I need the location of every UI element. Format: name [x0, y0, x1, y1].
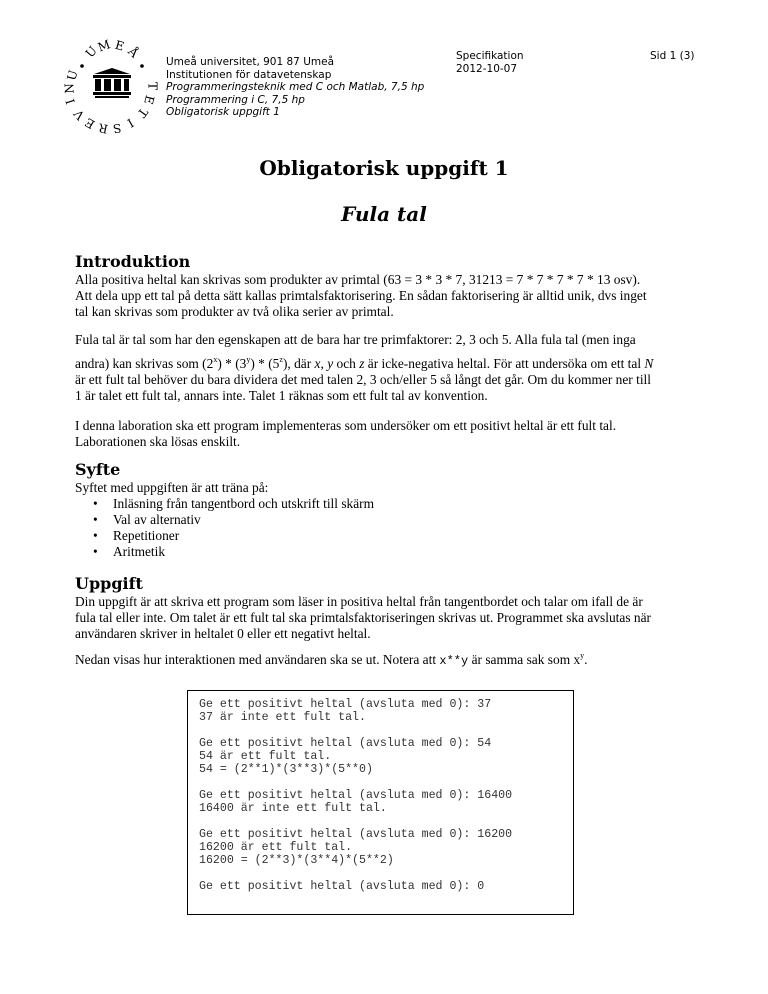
- seal-letter: N: [62, 82, 77, 94]
- seal-letter: U: [82, 43, 100, 61]
- text-line: Alla positiva heltal kan skrivas som produkter av primtal (63 = 3 * 3 * 7, 31213 = 7 * 7 * 7 * 7 * 13 osv).: [75, 272, 641, 287]
- seal-letter: V: [71, 106, 88, 123]
- text-line: Din uppgift är att skriva ett program som läser in positiva heltal från tangentbordet och talar om ifall de är: [75, 594, 643, 609]
- section-heading-introduktion: Introduktion: [75, 252, 191, 271]
- seal-letter: M: [95, 37, 113, 55]
- document-title: Obligatorisk uppgift 1: [259, 156, 509, 180]
- header-university: Umeå universitet, 901 87 Umeå: [166, 56, 335, 68]
- header-doc-info: [456, 50, 524, 75]
- intro-paragraph-2: [75, 332, 715, 404]
- document-subtitle: Fula tal: [341, 202, 427, 226]
- header-date: 2012-10-07: [456, 62, 518, 75]
- list-item: • Inläsning från tangentbord och utskrift till skärm: [93, 496, 374, 512]
- header-course-2: Programmering i C, 7,5 hp: [166, 93, 305, 106]
- header-course-1: Programmeringsteknik med C och Matlab, 7,5 hp: [166, 81, 425, 94]
- seal-dot: [140, 64, 144, 68]
- seal-letter: T: [145, 81, 160, 91]
- seal-letter: E: [141, 93, 157, 106]
- text-line: Nedan visas hur interaktionen med användaren ska se ut. Notera att x**y är samma sak som $x^y$.: [75, 651, 588, 668]
- text-line: 1 är talet ett fult tal, annars inte. Talet 1 räknas som ett fult tal av konvention.: [75, 388, 488, 403]
- seal-letter: I: [124, 115, 137, 131]
- list-item: • Val av alternativ: [93, 512, 374, 528]
- text-line: I denna laboration ska ett program implementeras som undersöker om ett positivt heltal är ett fult tal.: [75, 418, 617, 433]
- text-line: Laborationen ska lösas enskilt.: [75, 434, 241, 449]
- university-seal-logo: [62, 37, 160, 137]
- seal-building-icon: [93, 68, 131, 98]
- seal-letter: E: [113, 37, 126, 54]
- header-department: Institutionen för datavetenskap: [166, 68, 332, 81]
- uppgift-paragraph-1: [75, 594, 715, 642]
- intro-paragraph-3: [75, 418, 715, 450]
- text-line: tal kan skrivas som produkter av två olika serier av primtal.: [75, 304, 394, 319]
- seal-letter: U: [64, 68, 81, 83]
- inline-code: x**y: [439, 654, 469, 668]
- header-institution-block: [166, 56, 424, 119]
- text-line: Att dela upp ett tal på detta sätt kallas primtalsfaktorisering. En sådan faktorisering är alltid unik, dvs inget: [75, 288, 647, 303]
- seal-letter: I: [63, 97, 78, 106]
- seal-dot: [80, 64, 84, 68]
- uppgift-paragraph-2: [75, 652, 715, 668]
- text-line: användaren skriver in heltalet 0 eller ett negativt heltal.: [75, 626, 371, 641]
- intro-paragraph-1: [75, 272, 715, 320]
- text-line: är ett fult tal behöver du bara dividera det med talen 2, 3 och/eller 5 så långt det går. Om du kommer ner till: [75, 372, 651, 387]
- text-line: fula tal eller inte. Om talet är ett fult tal ska primtalsfaktoriseringen skrivas ut. Programmet ska avslutas när: [75, 610, 652, 625]
- header-page-number: Sid 1 (3): [650, 50, 695, 62]
- text-line: Fula tal är tal som har den egenskapen att de bara har tre primfaktorer: 2, 3 och 5. Alla fula tal (men inga: [75, 332, 636, 347]
- list-item: • Repetitioner: [93, 528, 374, 544]
- seal-letter: E: [82, 115, 98, 132]
- interaction-transcript: Ge ett positivt heltal (avsluta med 0): 37 37 är inte ett fult tal. Ge ett positivt heltal (avsluta med 0): 54 54 är ett fult tal. 54 = (2**1)*(3**3)*(5**0) Ge ett positivt heltal (avsluta med 0): 16400 16400 är inte ett fult tal. Ge ett positivt heltal (avsluta med 0): 16200 16200 är ett fult tal. 16200 = (2**3)*(3**4)*(5**2) Ge ett positivt heltal (avsluta med 0): 0: [199, 698, 513, 893]
- header-assignment: Obligatorisk uppgift 1: [166, 106, 280, 119]
- syfte-lead: Syftet med uppgiften är att träna på:: [75, 480, 269, 495]
- section-heading-syfte: Syfte: [75, 460, 121, 479]
- syfte-list: [93, 496, 374, 560]
- seal-letter: R: [97, 120, 110, 137]
- section-heading-uppgift: Uppgift: [75, 574, 143, 593]
- list-item: • Aritmetik: [93, 544, 374, 560]
- seal-letter: S: [112, 120, 123, 136]
- formula-line: andra) kan skrivas som (2$^x$) * (3$^y$) * (5$^z$), där x, y och z är icke-negativa heltal. För att undersöka om ett tal N: [75, 355, 654, 371]
- interaction-example-box: [187, 690, 574, 915]
- header-doc-type: Specifikation: [456, 50, 524, 62]
- seal-letter: T: [134, 105, 151, 121]
- seal-letter: Å: [125, 44, 142, 61]
